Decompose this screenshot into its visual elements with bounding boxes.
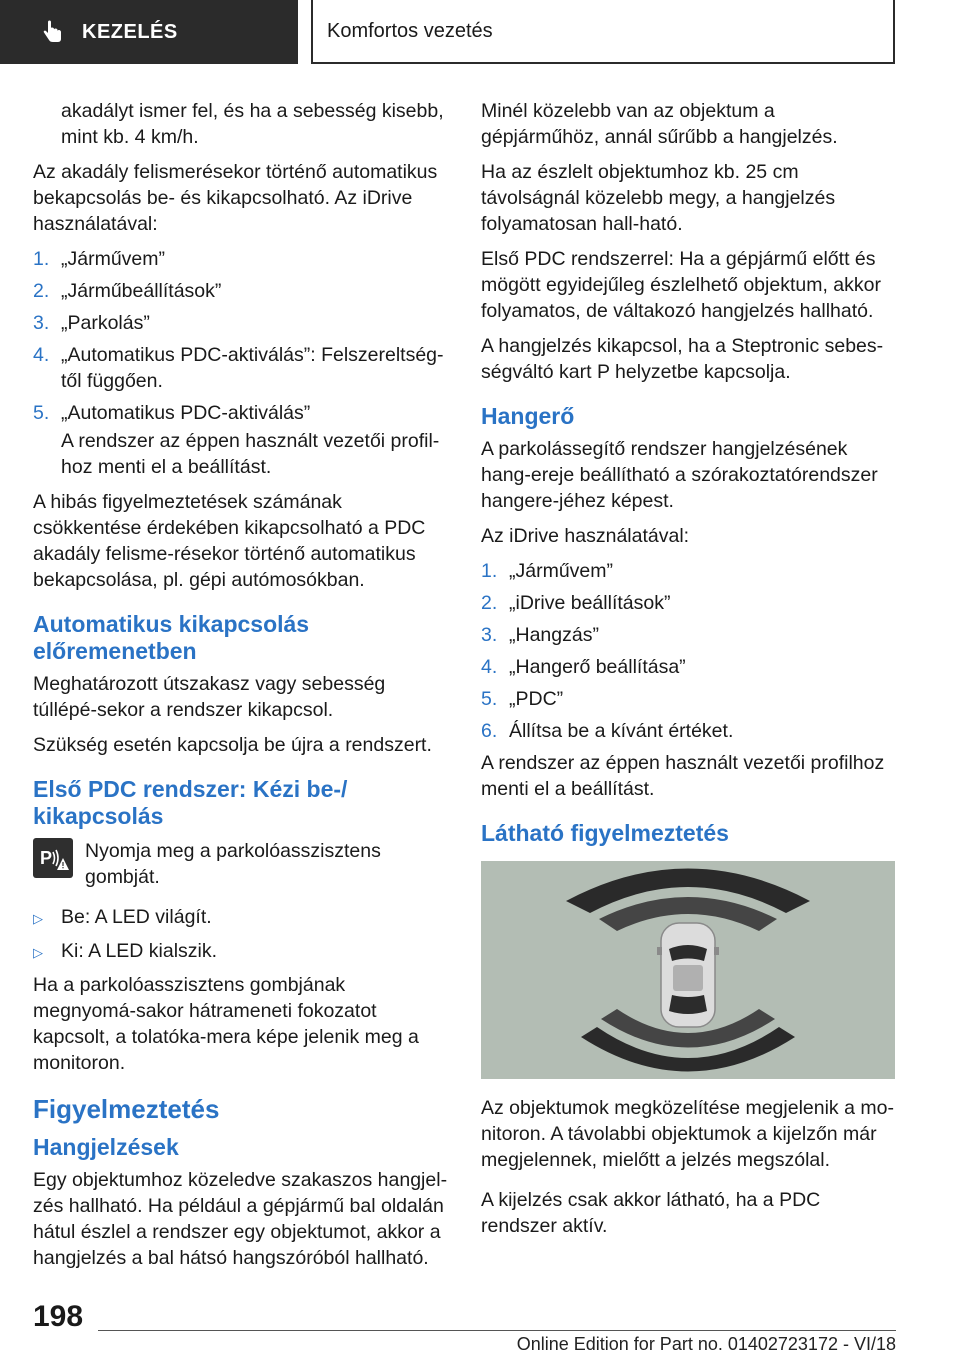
volume-steps-list [481, 558, 896, 744]
button-instruction-text: Nyomja meg a parkolóasszisztens gombját. [85, 840, 381, 888]
heading-visual-warning: Látható figyelmeztetés [481, 820, 729, 846]
list-item [33, 938, 448, 966]
section-title: KEZELÉS [82, 20, 178, 43]
page-number: 198 [33, 1300, 84, 1333]
step-number: 3. [33, 312, 50, 334]
car-top-view-icon [481, 861, 895, 1079]
step-number: 4. [33, 344, 50, 366]
step-number: 1. [33, 248, 50, 270]
step-number: 2. [33, 280, 50, 302]
list-item [33, 400, 448, 426]
pdc-car-illustration [481, 861, 895, 1079]
heading-auto-off: Automatikus kikapcsolás előremenetben [33, 611, 310, 664]
paragraph: A parkolássegítő rendszer hangjelzésének hang-ereje beállítható a szórakoztatórendszer hangere-jéhez képest. [481, 438, 878, 512]
continued-item-text: akadályt ismer fel, és ha a sebesség kisebb, mint kb. 4 km/h. [61, 100, 444, 148]
step-text: „Hangzás” [509, 624, 599, 646]
edition-note: Online Edition for Part no. 01402723172 - VI/18 [516, 1334, 896, 1354]
paragraph: Az akadály felismerésekor történő automatikus bekapcsolás be- és kikapcsolható. Az iDrive használatával: [33, 161, 438, 235]
step-text: „Parkolás” [61, 312, 150, 334]
step-number: 4. [481, 656, 498, 678]
list-item [481, 686, 896, 712]
list-item [33, 904, 448, 932]
right-column [481, 98, 896, 1248]
paragraph: A rendszer az éppen használt vezetői profilhoz menti el a beállítást. [481, 752, 885, 800]
heading-volume: Hangerő [481, 403, 575, 429]
list-item [33, 310, 448, 336]
led-status-list [33, 904, 448, 966]
paragraph: Az iDrive használatával: [481, 525, 690, 547]
step-number: 6. [481, 720, 498, 742]
list-item [481, 654, 896, 680]
list-item [33, 246, 448, 272]
svg-text:P: P [40, 848, 53, 868]
list-item [481, 622, 896, 648]
paragraph: Ha az észlelt objektumhoz kb. 25 cm távolságnál közelebb megy, a hangjelzés folyamatosan hall-ható. [481, 161, 836, 235]
paragraph: Egy objektumhoz közeledve szakaszos hangjel-zés hallható. Ha például a gépjármű bal oldalán hátul észlel a rendszer egy objektumot, akkor a hangjelzés a bal hátsó hangszóróból hallható. [33, 1169, 448, 1269]
step-number: 5. [481, 688, 498, 710]
step-text: „iDrive beállítások” [509, 592, 671, 614]
step-number: 2. [481, 592, 498, 614]
paragraph: Minél közelebb van az objektum a gépjárműhöz, annál sűrűbb a hangjelzés. [481, 100, 838, 148]
step-text: „Járművem” [509, 560, 614, 582]
step-number: 3. [481, 624, 498, 646]
step-number: 1. [481, 560, 498, 582]
left-column [33, 98, 448, 1280]
step-text: „PDC” [509, 688, 564, 710]
paragraph: A hangjelzés kikapcsol, ha a Steptronic sebes-ségváltó kart P helyzetbe kapcsolja. [481, 335, 884, 383]
list-item [481, 558, 896, 584]
step-text: „Járművem” [61, 248, 166, 270]
paragraph: Szükség esetén kapcsolja be újra a rendszert. [33, 734, 432, 756]
paragraph: Első PDC rendszerrel: Ha a gépjármű előtt és mögött egyidejűleg észlelhető objektum, akkor folyamatos, de váltakozó hangjelzés hallható. [481, 248, 881, 322]
button-instruction [33, 838, 448, 890]
paragraph: A kijelzés csak akkor látható, ha a PDC rendszer aktív. [481, 1189, 821, 1237]
triangle-bullet-icon: ▷ [33, 911, 43, 926]
heading-signals: Hangjelzések [33, 1134, 179, 1160]
step-text: Állítsa be a kívánt értéket. [509, 720, 734, 742]
footer-divider [98, 1330, 896, 1331]
list-item [33, 278, 448, 304]
step-number: 5. [33, 402, 50, 424]
chapter-title: Komfortos vezetés [327, 19, 493, 42]
step-text: „Hangerő beállítása” [509, 656, 686, 678]
step-text: „Automatikus PDC-aktiválás”: Felszereltség-től függően. [61, 344, 444, 392]
section-tab [0, 0, 298, 64]
chapter-header [311, 0, 895, 64]
idrive-steps-list [33, 246, 448, 426]
paragraph: Ha a parkolóasszisztens gombjának megnyomá-sakor hátrameneti fokozatot kapcsolt, a tolatóka-mera képe jelenik meg a monitoron. [33, 974, 419, 1074]
hand-pointer-icon [40, 19, 66, 45]
list-item [33, 342, 448, 394]
paragraph: A hibás figyelmeztetések számának csökkentése érdekében kikapcsolható a PDC akadály felisme-résekor történő automatikus bekapcsolása, pl. gépi autómosókban. [33, 491, 426, 591]
heading-warning: Figyelmeztetés [33, 1094, 220, 1124]
paragraph: Az objektumok megközelítése megjelenik a mo-nitoron. A távolabbi objektumok a kijelzőn már megjelennek, mielőtt a jelzés megszólal. [481, 1097, 894, 1171]
bullet-text: Be: A LED világít. [61, 906, 212, 928]
heading-front-pdc: Első PDC rendszer: Kézi be-/ kikapcsolás [33, 776, 348, 829]
paragraph: Meghatározott útszakasz vagy sebesség túllépé-sekor a rendszer kikapcsol. [33, 673, 386, 721]
list-item [481, 718, 896, 744]
list-item [481, 590, 896, 616]
step-text: „Járműbeállítások” [61, 280, 222, 302]
bullet-text: Ki: A LED kialszik. [61, 940, 218, 962]
step-note: A rendszer az éppen használt vezetői profil-hoz menti el a beállítást. [61, 430, 440, 478]
step-text: „Automatikus PDC-aktiválás” [61, 402, 311, 424]
park-assist-button-icon [33, 838, 73, 878]
triangle-bullet-icon: ▷ [33, 945, 43, 960]
